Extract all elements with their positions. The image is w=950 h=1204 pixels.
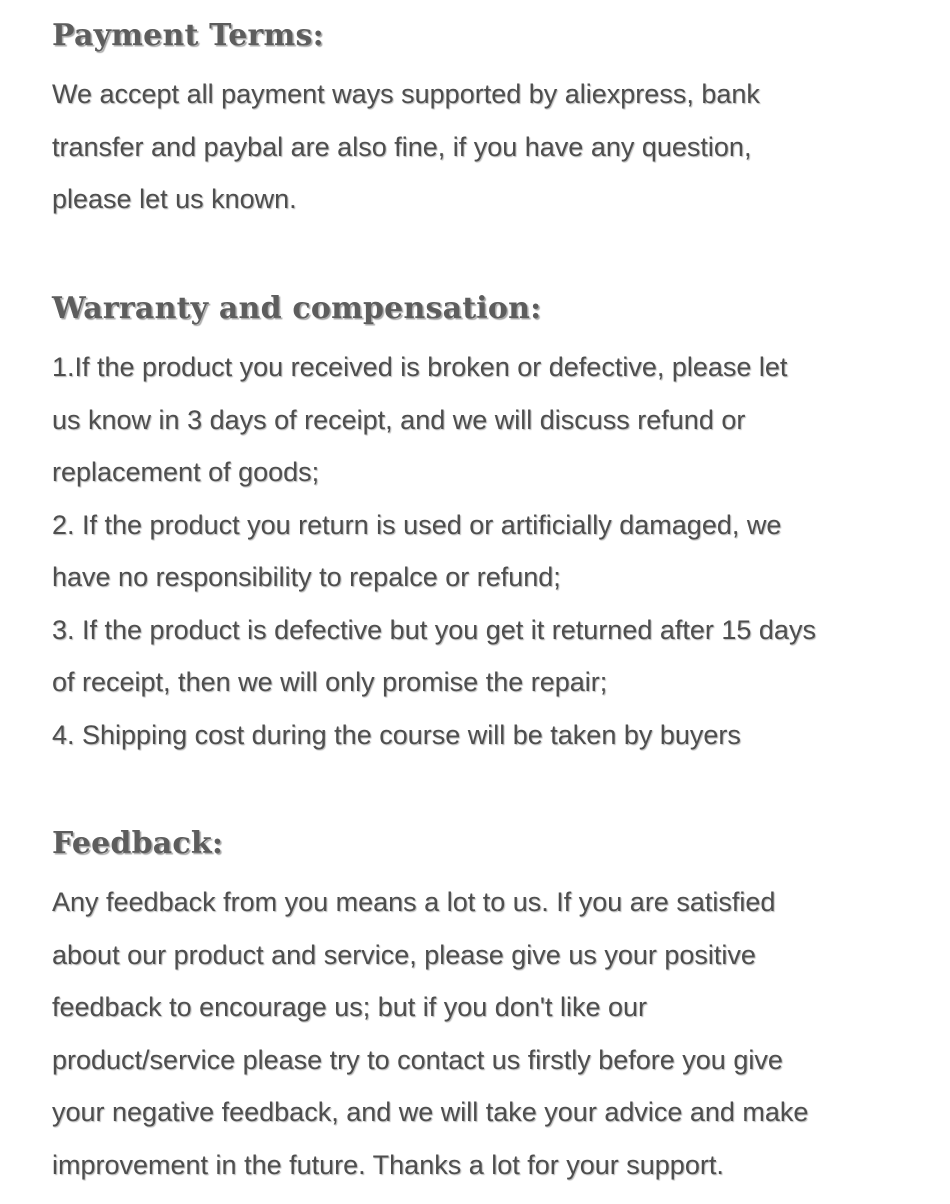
feedback-line: feedback to encourage us; but if you don't like our [52, 992, 648, 1022]
warranty-heading: Warranty and compensation: [52, 291, 542, 326]
payment-terms-paragraph [52, 58, 922, 226]
payment-terms-section [52, 14, 922, 226]
warranty-line: replacement of goods; [52, 457, 320, 487]
feedback-paragraph [52, 866, 922, 1191]
warranty-section [52, 287, 922, 761]
feedback-line: Any feedback from you means a lot to us. If you are satisfied [52, 887, 776, 917]
feedback-heading: Feedback: [52, 826, 224, 861]
warranty-line: 1.If the product you received is broken or defective, please let [52, 352, 788, 382]
feedback-section [52, 822, 922, 1191]
warranty-item-2 [52, 499, 922, 604]
warranty-line: us know in 3 days of receipt, and we will discuss refund or [52, 404, 746, 435]
warranty-item-4 [52, 709, 922, 762]
warranty-line: 2. If the product you return is used or artificially damaged, we [52, 509, 782, 540]
warranty-list [52, 331, 922, 761]
feedback-line: improvement in the future. Thanks a lot for your support. [52, 1149, 724, 1180]
feedback-line: product/service please try to contact us firstly before you give [52, 1044, 783, 1075]
warranty-line: 4. Shipping cost during the course will be taken by buyers [52, 719, 741, 750]
payment-terms-line: please let us known. [52, 184, 297, 214]
payment-terms-line: We accept all payment ways supported by aliexpress, bank [52, 79, 760, 109]
warranty-line: of receipt, then we will only promise the repair; [52, 667, 608, 697]
payment-terms-line: transfer and paybal are also fine, if you have any question, [52, 131, 752, 162]
feedback-line: your negative feedback, and we will take your advice and make [52, 1097, 809, 1127]
feedback-line: about our product and service, please give us your positive [52, 939, 756, 970]
warranty-item-3 [52, 604, 922, 709]
payment-terms-heading: Payment Terms: [52, 18, 324, 53]
warranty-line: 3. If the product is defective but you get it returned after 15 days [52, 614, 816, 645]
warranty-line: have no responsibility to repalce or refund; [52, 562, 561, 592]
warranty-item-1 [52, 341, 922, 499]
